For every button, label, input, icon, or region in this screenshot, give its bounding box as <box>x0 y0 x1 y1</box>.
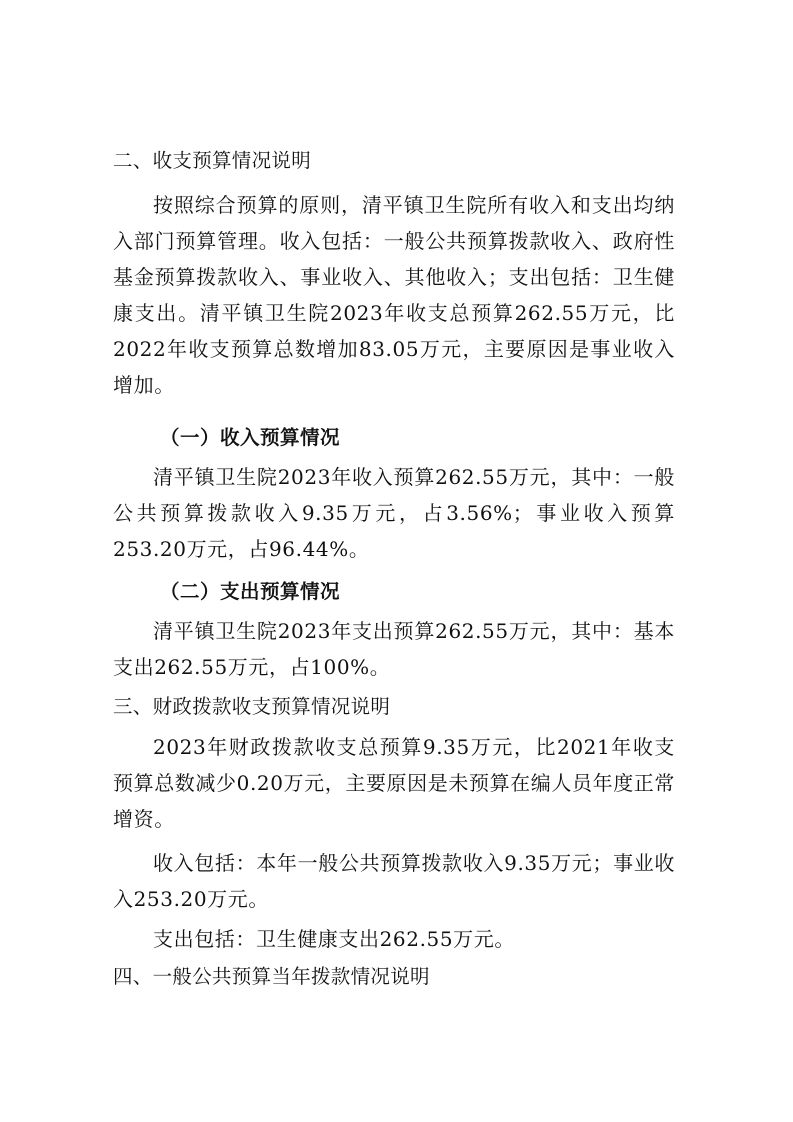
paragraph-expense-budget: 清平镇卫生院2023年支出预算262.55万元，其中：基本支出262.55万元，占100%。 <box>113 619 675 679</box>
paragraph-expense-items: 支出包括：卫生健康支出262.55万元。 <box>153 927 515 951</box>
paragraph-income-budget: 清平镇卫生院2023年收入预算262.55万元，其中：一般公共预算拨款收入9.35万元，占3.56%；事业收入预算253.20万元，占96.44%。 <box>113 465 675 561</box>
section-heading-3: 三、财政拨款收支预算情况说明 <box>113 695 391 718</box>
paragraph-fiscal-budget: 2023年财政拨款收支总预算9.35万元，比2021年收支预算总数减少0.20万元，主要原因是未预算在编人员年度正常增资。 <box>113 735 675 831</box>
section-heading-2: 二、收支预算情况说明 <box>113 149 312 172</box>
paragraph-budget-principle: 按照综合预算的原则，清平镇卫生院所有收入和支出均纳入部门预算管理。收入包括：一般公共预算拨款收入、政府性基金预算拨款收入、事业收入、其他收入；支出包括：卫生健康支出。清平镇卫生院2023年收支总预算262.55万元，比2022年收支预算总数增加83.05万元，主要原因是事业收入增加。 <box>113 193 675 397</box>
subheading-income-budget: （一）收入预算情况 <box>160 426 341 449</box>
subheading-expense-budget: （二）支出预算情况 <box>160 580 341 603</box>
section-heading-4: 四、一般公共预算当年拨款情况说明 <box>113 965 430 988</box>
paragraph-income-items: 收入包括：本年一般公共预算拨款收入9.35万元；事业收入253.20万元。 <box>113 851 675 911</box>
